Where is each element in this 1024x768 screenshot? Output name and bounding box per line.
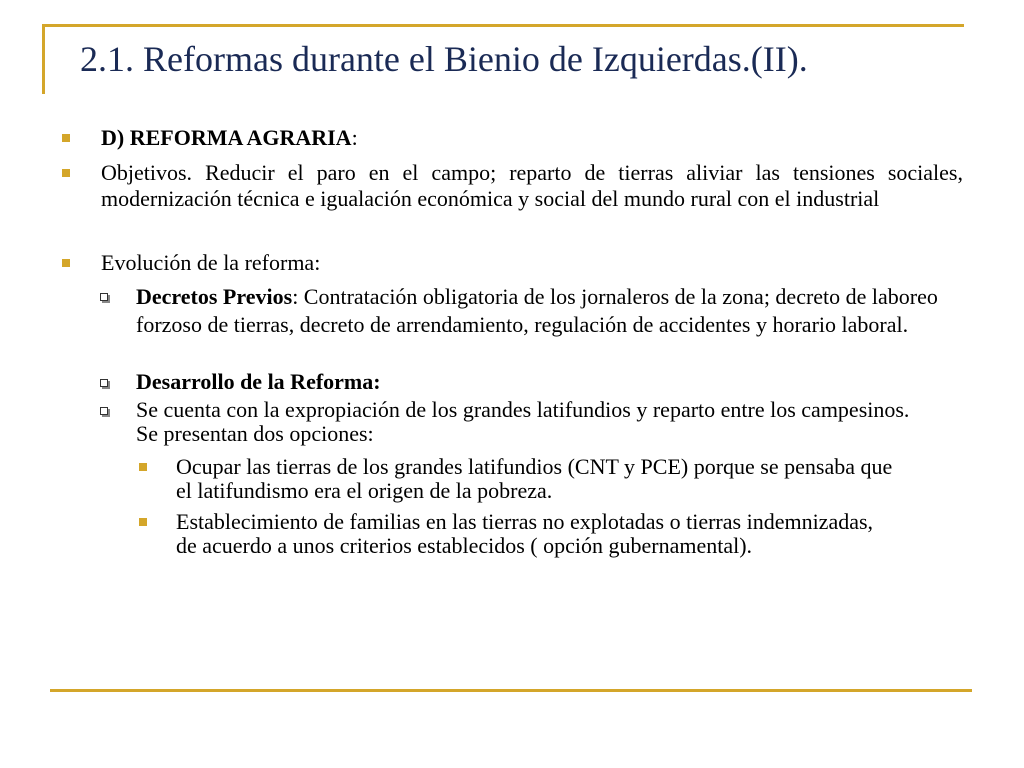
sub-item-bold-text: Decretos Previos xyxy=(136,284,293,309)
slide-title: 2.1. Reformas durante el Bienio de Izquierdas.(II). xyxy=(80,39,808,79)
square-bullet-icon xyxy=(62,134,70,142)
left-border-line xyxy=(42,24,45,94)
top-border-line xyxy=(42,24,964,27)
square-bullet-icon xyxy=(139,518,147,526)
square-bullet-icon xyxy=(139,463,147,471)
sub-sub-item-ocupar: Ocupar las tierras de los grandes latifundios (CNT y PCE) porque se pensaba que el latifundismo era el origen de la pobreza. xyxy=(176,454,893,503)
hollow-square-bullet-icon xyxy=(100,379,108,387)
bottom-border-line xyxy=(50,689,972,692)
bullet-rest-text: : xyxy=(351,125,358,150)
sub-item-expropiacion xyxy=(136,398,926,446)
bullet-evolucion: Evolución de la reforma: xyxy=(101,250,321,275)
bullet-objetivos: Objetivos. Reducir el paro en el campo; reparto de tierras aliviar las tensiones sociales, modernización técnica e igualación económica y social del mundo rural con el industrial xyxy=(101,160,963,211)
sub-item-rest-text: : Contratación obligatoria de los jornaleros de la zona; decreto de laboreo forzoso de tierras, decreto de arrendamiento, regulación de accidentes y horario laboral. xyxy=(136,284,938,337)
square-bullet-icon xyxy=(62,259,70,267)
sub-item-desarrollo xyxy=(136,369,966,395)
hollow-square-bullet-icon xyxy=(100,407,108,415)
square-bullet-icon xyxy=(62,169,70,177)
sub-sub-item-establecimiento: Establecimiento de familias en las tierras no explotadas o tierras indemnizadas, de acuerdo a unos criterios establecidos ( opción gubernamental). xyxy=(176,509,874,558)
sub-item-rest-text: Se cuenta con la expropiación de los grandes latifundios y reparto entre los campesinos. Se presentan dos opciones: xyxy=(136,397,910,446)
bullet-bold-text: D) REFORMA AGRARIA xyxy=(101,125,352,150)
sub-item-bold-text: Desarrollo de la Reforma: xyxy=(136,369,381,394)
bullet-reforma-agraria xyxy=(101,125,963,151)
sub-item-decretos-previos xyxy=(136,283,966,339)
hollow-square-bullet-icon xyxy=(100,293,108,301)
